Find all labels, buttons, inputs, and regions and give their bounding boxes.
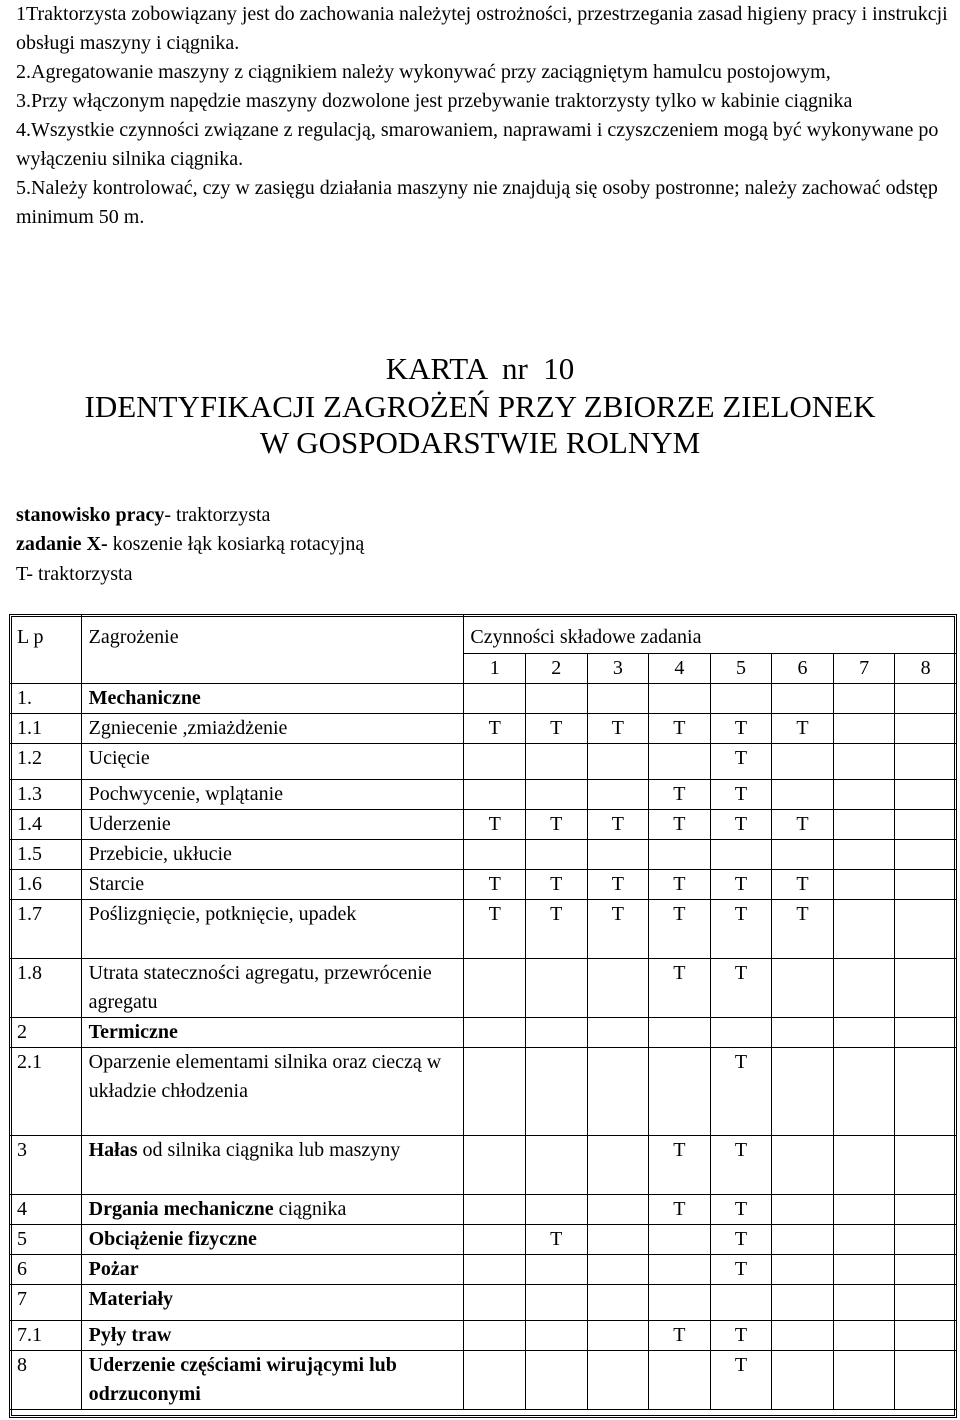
hazard-name-rest: od silnika ciągnika lub maszyny xyxy=(137,1139,401,1161)
row-number: 2.1 xyxy=(10,1048,82,1136)
stage-cell xyxy=(649,1048,711,1136)
stage-cell: T xyxy=(649,1136,711,1195)
stage-number: 4 xyxy=(649,654,711,684)
stage-cell xyxy=(833,1136,895,1195)
stage-cell: T xyxy=(710,900,772,959)
row-number: 8 xyxy=(10,1351,82,1410)
stage-cell xyxy=(649,1351,711,1410)
legend-line: T- traktorzysta xyxy=(16,563,133,585)
stage-cell xyxy=(587,1136,649,1195)
stage-cell: T xyxy=(464,870,526,900)
stage-cell xyxy=(772,1321,834,1351)
stage-cell: T xyxy=(587,870,649,900)
stage-cell xyxy=(895,1048,957,1136)
stage-cell xyxy=(464,1225,526,1255)
stage-cell xyxy=(464,1048,526,1136)
hazard-name: Poślizgnięcie, potknięcie, upadek xyxy=(81,900,464,959)
hazard-name: Uderzenie xyxy=(81,810,464,840)
stage-cell: T xyxy=(649,959,711,1018)
stage-cell xyxy=(895,1285,957,1321)
stage-cell xyxy=(895,840,957,870)
instruction-2: 2.Agregatowanie maszyny z ciągnikiem należy wykonywać przy zaciągniętym hamulcu postojowym, xyxy=(16,61,831,83)
stage-cell xyxy=(464,744,526,780)
hazard-name: Pochwycenie, wplątanie xyxy=(81,780,464,810)
row-number: 1.1 xyxy=(10,714,82,744)
stage-cell xyxy=(895,810,957,840)
instruction-3: 3.Przy włączonym napędzie maszyny dozwolone jest przebywanie traktorzysty tylko w kabinie ciągnika xyxy=(16,90,853,112)
stage-cell xyxy=(464,840,526,870)
stage-cell xyxy=(649,1225,711,1255)
stage-cell xyxy=(464,959,526,1018)
stage-cell xyxy=(649,744,711,780)
table-row xyxy=(10,840,957,870)
stage-cell xyxy=(833,1351,895,1410)
table-row xyxy=(10,1321,957,1351)
hazard-name-bold: Drgania mechaniczne xyxy=(88,1198,274,1220)
stage-cell xyxy=(587,959,649,1018)
row-number: 1.4 xyxy=(10,810,82,840)
stage-cell: T xyxy=(649,780,711,810)
stage-cell: T xyxy=(772,714,834,744)
stage-cell: T xyxy=(710,744,772,780)
stage-cell xyxy=(464,780,526,810)
table-row xyxy=(10,959,957,1018)
stage-cell xyxy=(525,1018,587,1048)
hazard-name: Mechaniczne xyxy=(81,684,464,714)
stage-cell xyxy=(833,684,895,714)
table-row xyxy=(10,1195,957,1225)
table-row xyxy=(10,1351,957,1410)
stage-cell xyxy=(525,1136,587,1195)
stage-cell xyxy=(649,1285,711,1321)
hazard-name: Pożar xyxy=(81,1255,464,1285)
stage-cell: T xyxy=(649,1195,711,1225)
stage-cell: T xyxy=(710,1225,772,1255)
stage-cell xyxy=(772,1018,834,1048)
stage-cell xyxy=(464,684,526,714)
stage-cell xyxy=(833,714,895,744)
stage-cell xyxy=(895,1351,957,1410)
stage-cell: T xyxy=(525,1225,587,1255)
hazard-name xyxy=(81,1136,464,1195)
intro-instructions xyxy=(16,0,951,232)
card-heading-line-3: W GOSPODARSTWIE ROLNYM xyxy=(259,425,701,460)
stage-cell xyxy=(895,959,957,1018)
stage-cell xyxy=(587,684,649,714)
stage-number: 1 xyxy=(464,654,526,684)
stage-cell: T xyxy=(464,810,526,840)
stage-cell xyxy=(833,1285,895,1321)
stage-cell: T xyxy=(649,870,711,900)
stage-cell xyxy=(833,1321,895,1351)
stage-cell: T xyxy=(525,714,587,744)
stage-cell: T xyxy=(710,1351,772,1410)
hazard-name: Materiały xyxy=(81,1285,464,1321)
instruction-1: 1Traktorzysta zobowiązany jest do zachowania należytej ostrożności, przestrzegania zasad higieny pracy i instrukcji obsługi maszyny i ciągnika. xyxy=(16,3,948,54)
stage-number: 3 xyxy=(587,654,649,684)
stage-cell xyxy=(525,959,587,1018)
stage-cell: T xyxy=(587,900,649,959)
stage-cell xyxy=(464,1195,526,1225)
stage-cell xyxy=(649,684,711,714)
stage-cell xyxy=(525,744,587,780)
stage-cell xyxy=(895,900,957,959)
stage-cell xyxy=(525,684,587,714)
stage-number: 2 xyxy=(525,654,587,684)
stage-cell: T xyxy=(710,1255,772,1285)
stage-cell xyxy=(464,1018,526,1048)
stage-cell xyxy=(772,1136,834,1195)
stage-cell: T xyxy=(710,959,772,1018)
row-number: 5 xyxy=(10,1225,82,1255)
workstation-label: stanowisko pracy xyxy=(16,504,165,526)
stage-cell: T xyxy=(525,870,587,900)
stage-cell xyxy=(772,959,834,1018)
stage-cell xyxy=(833,840,895,870)
hazard-name xyxy=(81,1195,464,1225)
stage-cell xyxy=(587,1195,649,1225)
stage-cell xyxy=(464,1285,526,1321)
stage-cell xyxy=(833,870,895,900)
row-number: 1.6 xyxy=(10,870,82,900)
stage-cell xyxy=(833,959,895,1018)
table-row xyxy=(10,684,957,714)
stage-cell xyxy=(772,1195,834,1225)
table-row xyxy=(10,1225,957,1255)
stage-cell xyxy=(464,1321,526,1351)
stage-cell xyxy=(587,840,649,870)
table-row xyxy=(10,1018,957,1048)
stage-cell xyxy=(525,1195,587,1225)
stage-cell xyxy=(772,780,834,810)
row-number: 3 xyxy=(10,1136,82,1195)
stage-cell xyxy=(895,714,957,744)
stage-cell: T xyxy=(710,1048,772,1136)
stage-cell: T xyxy=(772,900,834,959)
stage-cell: T xyxy=(649,714,711,744)
stage-cell xyxy=(772,744,834,780)
row-number: 1.5 xyxy=(10,840,82,870)
hazard-name-rest: ciągnika xyxy=(273,1198,347,1220)
stage-cell xyxy=(710,840,772,870)
stage-number: 6 xyxy=(772,654,834,684)
task-value: koszenie łąk kosiarką rotacyjną xyxy=(107,533,365,555)
table-row xyxy=(10,900,957,959)
table-row xyxy=(10,870,957,900)
row-number: 2 xyxy=(10,1018,82,1048)
stage-cell xyxy=(587,744,649,780)
stage-cell xyxy=(833,780,895,810)
stage-cell xyxy=(710,1018,772,1048)
stage-cell: T xyxy=(710,1136,772,1195)
task-label: zadanie X- xyxy=(16,533,108,555)
hazard-name: Pyły traw xyxy=(81,1321,464,1351)
stage-cell: T xyxy=(649,810,711,840)
stage-cell: T xyxy=(464,714,526,744)
stage-cell xyxy=(895,1321,957,1351)
stage-cell: T xyxy=(649,900,711,959)
stage-cell xyxy=(587,1285,649,1321)
stage-cell: T xyxy=(525,900,587,959)
stage-cell xyxy=(649,1255,711,1285)
stage-number: 5 xyxy=(710,654,772,684)
task-line xyxy=(16,531,364,557)
table-row xyxy=(10,1255,957,1285)
stage-cell xyxy=(772,1225,834,1255)
stage-cell xyxy=(525,1285,587,1321)
stage-cell: T xyxy=(464,900,526,959)
hazard-name: Oparzenie elementami silnika oraz cieczą w układzie chłodzenia xyxy=(81,1048,464,1136)
stage-cell xyxy=(772,1351,834,1410)
stage-cell xyxy=(833,1225,895,1255)
table-row xyxy=(10,1048,957,1136)
stage-number: 8 xyxy=(895,654,957,684)
table-row xyxy=(10,744,957,780)
stage-cell xyxy=(895,1018,957,1048)
stage-cell: T xyxy=(710,810,772,840)
stage-cell xyxy=(895,684,957,714)
row-number: 6 xyxy=(10,1255,82,1285)
header-hazard: Zagrożenie xyxy=(81,615,464,684)
table-row xyxy=(10,714,957,744)
stage-cell: T xyxy=(710,1195,772,1225)
stage-cell xyxy=(833,900,895,959)
stage-cell xyxy=(772,1255,834,1285)
hazard-name: Ucięcie xyxy=(81,744,464,780)
stage-cell: T xyxy=(587,810,649,840)
instruction-5: 5.Należy kontrolować, czy w zasięgu działania maszyny nie znajdują się osoby postronne; należy zachować odstęp minimum 50 m. xyxy=(16,177,938,228)
stage-cell xyxy=(895,870,957,900)
row-number: 1.8 xyxy=(10,959,82,1018)
stage-cell xyxy=(649,840,711,870)
stage-cell xyxy=(710,684,772,714)
stage-cell xyxy=(772,684,834,714)
stage-cell: T xyxy=(772,870,834,900)
row-number: 1. xyxy=(10,684,82,714)
hazard-name: Uderzenie częściami wirującymi lub odrzuconymi xyxy=(81,1351,464,1410)
stage-cell xyxy=(464,1351,526,1410)
hazard-name: Obciążenie fizyczne xyxy=(81,1225,464,1255)
table-row xyxy=(10,780,957,810)
stage-cell xyxy=(772,840,834,870)
stage-cell xyxy=(895,1136,957,1195)
instruction-4: 4.Wszystkie czynności związane z regulacją, smarowaniem, naprawami i czyszczeniem mogą być wykonywane po wyłączeniu silnika ciągnika. xyxy=(16,119,939,170)
row-number: 7.1 xyxy=(10,1321,82,1351)
stage-cell xyxy=(833,744,895,780)
stage-cell xyxy=(649,1018,711,1048)
hazard-name-bold: Hałas xyxy=(88,1139,138,1161)
stage-cell xyxy=(833,810,895,840)
hazard-table xyxy=(9,614,957,1418)
stage-cell xyxy=(895,780,957,810)
header-stages: Czynności składowe zadania xyxy=(464,615,957,654)
row-number: 4 xyxy=(10,1195,82,1225)
stage-cell: T xyxy=(710,780,772,810)
stage-cell xyxy=(525,1351,587,1410)
workstation-line xyxy=(16,502,270,528)
stage-cell xyxy=(587,780,649,810)
stage-cell xyxy=(895,1255,957,1285)
stage-cell xyxy=(525,1321,587,1351)
header-lp: L p xyxy=(10,615,82,684)
stage-cell xyxy=(833,1255,895,1285)
hazard-name: Przebicie, ukłucie xyxy=(81,840,464,870)
stage-cell xyxy=(895,1195,957,1225)
stage-cell xyxy=(833,1018,895,1048)
stage-cell xyxy=(525,840,587,870)
hazard-name: Zgniecenie ,zmiażdżenie xyxy=(81,714,464,744)
stage-cell xyxy=(833,1048,895,1136)
stage-cell xyxy=(833,1195,895,1225)
card-number-title: KARTA nr 10 xyxy=(385,351,575,386)
stage-cell xyxy=(895,1225,957,1255)
stage-cell xyxy=(587,1321,649,1351)
table-header-row xyxy=(10,615,957,654)
row-number: 7 xyxy=(10,1285,82,1321)
stage-cell xyxy=(710,1285,772,1321)
hazard-name: Starcie xyxy=(81,870,464,900)
table-row xyxy=(10,1285,957,1321)
stage-cell xyxy=(587,1255,649,1285)
stage-cell: T xyxy=(525,810,587,840)
hazard-name: Utrata stateczności agregatu, przewrócenie agregatu xyxy=(81,959,464,1018)
stage-cell xyxy=(464,1136,526,1195)
stage-cell xyxy=(525,1255,587,1285)
hazard-name: Termiczne xyxy=(81,1018,464,1048)
table-row xyxy=(10,810,957,840)
row-number: 1.2 xyxy=(10,744,82,780)
stage-cell xyxy=(772,1048,834,1136)
stage-cell xyxy=(587,1225,649,1255)
hazard-table-grid xyxy=(9,614,957,1410)
table-row xyxy=(10,1136,957,1195)
stage-number: 7 xyxy=(833,654,895,684)
stage-cell: T xyxy=(587,714,649,744)
stage-cell xyxy=(587,1351,649,1410)
stage-cell xyxy=(587,1018,649,1048)
stage-cell: T xyxy=(772,810,834,840)
stage-cell: T xyxy=(649,1321,711,1351)
stage-cell: T xyxy=(710,870,772,900)
card-heading-line-2: IDENTYFIKACJI ZAGROŻEŃ PRZY ZBIORZE ZIELONEK xyxy=(84,389,876,424)
workstation-value: - traktorzysta xyxy=(164,504,271,526)
stage-cell xyxy=(895,744,957,780)
stage-cell xyxy=(772,1285,834,1321)
stage-cell: T xyxy=(710,714,772,744)
stage-cell xyxy=(525,780,587,810)
stage-cell xyxy=(464,1255,526,1285)
row-number: 1.7 xyxy=(10,900,82,959)
stage-cell: T xyxy=(710,1321,772,1351)
row-number: 1.3 xyxy=(10,780,82,810)
stage-cell xyxy=(525,1048,587,1136)
stage-cell xyxy=(587,1048,649,1136)
